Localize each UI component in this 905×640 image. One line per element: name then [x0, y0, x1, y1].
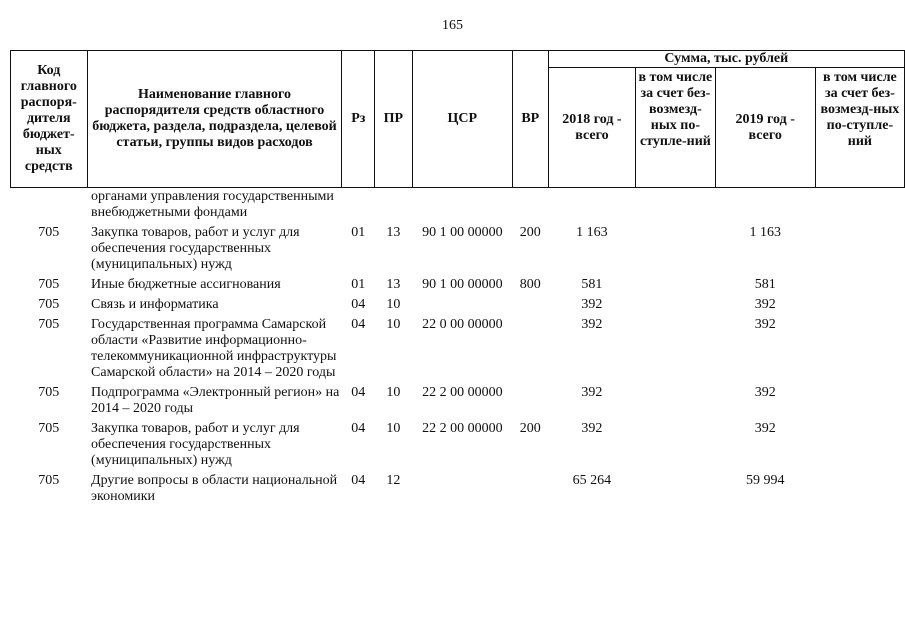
cell-2018: 392 [581, 421, 603, 436]
cell-2018-grants [636, 221, 715, 273]
cell-2019: 581 [754, 277, 776, 292]
cell-2018: 392 [581, 317, 603, 332]
table-row [11, 469, 905, 505]
header-code: Код главного распоря-дителя бюджет-ных средств [11, 51, 88, 188]
cell-vr: 800 [519, 277, 541, 292]
cell-2018-grants [636, 313, 715, 381]
cell-pr: 10 [386, 421, 401, 436]
table-row [11, 381, 905, 417]
cell-name: Государственная программа Самарской области «Развитие информационно-телекоммуникационной инфраструктуры Самарской области» на 2014 – 2020 годы [91, 317, 337, 380]
budget-table [10, 50, 905, 505]
cell-code: 705 [38, 297, 60, 312]
cell-csr: 22 2 00 00000 [422, 385, 503, 400]
table-body [11, 188, 905, 506]
header-vr: ВР [512, 51, 548, 188]
cell-rz: 01 [351, 277, 366, 292]
cell-csr: 90 1 00 00000 [422, 225, 503, 240]
cell-rz: 04 [351, 421, 366, 436]
cell-csr: 22 2 00 00000 [422, 421, 503, 436]
cell-vr [512, 469, 548, 505]
cell-2018: 392 [581, 297, 603, 312]
cell-name: Закупка товаров, работ и услуг для обеспечения государственных (муниципальных) нужд [91, 225, 300, 272]
cell-code: 705 [38, 225, 60, 240]
cell-rz: 04 [351, 317, 366, 332]
cell-pr: 13 [386, 277, 401, 292]
cell-2019-grants [815, 381, 904, 417]
cell-2018-grants [636, 273, 715, 293]
header-sum: Сумма, тыс. рублей [548, 51, 904, 68]
cell-pr: 12 [386, 473, 401, 488]
cell-vr [512, 313, 548, 381]
cell-2018-grants [636, 381, 715, 417]
cell-2019-grants [815, 273, 904, 293]
cell-2018-grants [636, 293, 715, 313]
table-row [11, 221, 905, 273]
cell-name: Другие вопросы в области национальной экономики [91, 473, 338, 504]
cell-rz: 04 [351, 385, 366, 400]
header-rz: Рз [342, 51, 375, 188]
page-number: 165 [442, 18, 463, 33]
header-2019-total: 2019 год - всего [715, 68, 815, 188]
cell-2019-grants [815, 469, 904, 505]
cell-rz: 04 [351, 473, 366, 488]
table-row [11, 273, 905, 293]
cell-2019: 1 163 [749, 225, 781, 240]
table-header [11, 51, 905, 188]
cell-2018: 65 264 [572, 473, 612, 488]
cell-2018: 581 [581, 277, 603, 292]
cell-2018: 1 163 [576, 225, 608, 240]
cell-code: 705 [38, 473, 60, 488]
cell-2019-grants [815, 221, 904, 273]
cell-rz: 04 [351, 297, 366, 312]
table-row [11, 313, 905, 381]
continuation-text: органами управления государственными внебюджетными фондами [91, 189, 334, 220]
cell-pr: 10 [386, 385, 401, 400]
table-row [11, 417, 905, 469]
cell-csr [412, 469, 512, 505]
cell-name: Подпрограмма «Электронный регион» на 2014 – 2020 годы [91, 385, 340, 416]
cell-2018-grants [636, 417, 715, 469]
cell-2019: 59 994 [745, 473, 785, 488]
cell-2018: 392 [581, 385, 603, 400]
cell-name: Связь и информатика [91, 297, 219, 312]
cell-code: 705 [38, 317, 60, 332]
cell-2019-grants [815, 313, 904, 381]
header-name: Наименование главного распорядителя средств областного бюджета, раздела, подраздела, целевой статьи, группы видов расходов [87, 51, 342, 188]
cell-2018-grants [636, 469, 715, 505]
continuation-row [11, 188, 905, 222]
cell-2019: 392 [754, 297, 776, 312]
cell-code: 705 [38, 421, 60, 436]
cell-2019: 392 [754, 385, 776, 400]
cell-2019: 392 [754, 421, 776, 436]
cell-csr: 90 1 00 00000 [422, 277, 503, 292]
cell-pr: 10 [386, 297, 401, 312]
cell-code: 705 [38, 385, 60, 400]
cell-vr: 200 [519, 421, 541, 436]
table-row [11, 293, 905, 313]
cell-vr: 200 [519, 225, 541, 240]
cell-vr [512, 293, 548, 313]
cell-pr: 13 [386, 225, 401, 240]
header-pr: ПР [375, 51, 413, 188]
header-2018-total: 2018 год - всего [548, 68, 636, 188]
cell-name: Иные бюджетные ассигнования [91, 277, 281, 292]
cell-csr: 22 0 00 00000 [422, 317, 503, 332]
cell-2019-grants [815, 417, 904, 469]
cell-rz: 01 [351, 225, 366, 240]
cell-name: Закупка товаров, работ и услуг для обеспечения государственных (муниципальных) нужд [91, 421, 300, 468]
header-csr: ЦСР [412, 51, 512, 188]
cell-vr [512, 381, 548, 417]
cell-csr [412, 293, 512, 313]
cell-code: 705 [38, 277, 60, 292]
cell-2019: 392 [754, 317, 776, 332]
header-2018-grants: в том числе за счет без-возмезд-ных по-ступле-ний [636, 68, 715, 188]
header-2019-grants: в том числе за счет без-возмезд-ных по-ступле-ний [815, 68, 904, 188]
cell-pr: 10 [386, 317, 401, 332]
cell-2019-grants [815, 293, 904, 313]
